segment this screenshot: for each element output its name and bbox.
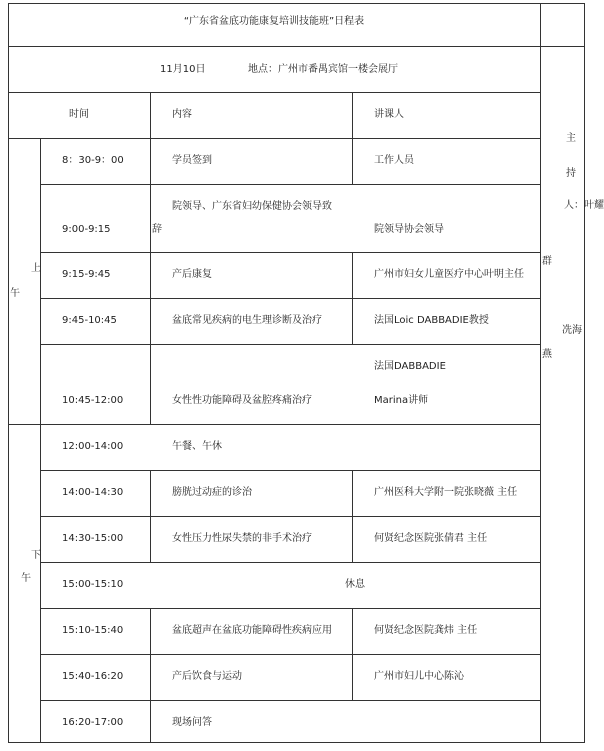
row-speaker: 工作人员 (374, 155, 414, 166)
rule (352, 470, 353, 562)
rule (40, 516, 540, 517)
rule (40, 654, 540, 655)
row-time: 12:00-14:00 (62, 441, 124, 452)
host-label: 主 (566, 133, 576, 144)
row-time: 16:20-17:00 (62, 717, 124, 728)
rule (40, 184, 540, 185)
rule (8, 742, 584, 743)
rule (150, 470, 151, 562)
row-speaker: 院领导协会领导 (374, 224, 444, 235)
row-content: 学员签到 (172, 155, 212, 166)
rule (40, 138, 41, 742)
header-time: 时间 (69, 109, 89, 120)
row-speaker: 何贤纪念医院张倩君 主任 (374, 533, 488, 544)
row-time: 8：30-9：00 (62, 155, 124, 166)
row-speaker: 法国DABBADIE (374, 361, 446, 372)
row-time: 9:45-10:45 (62, 315, 117, 326)
row-content: 盆底常见疾病的电生理诊断及治疗 (172, 315, 322, 326)
rule (584, 3, 585, 743)
row-content: 女性性功能障碍及盆腔疼痛治疗 (172, 395, 312, 406)
header-speaker: 讲课人 (374, 109, 404, 120)
date-label: 11月10日 (160, 64, 206, 75)
row-content: 现场问答 (172, 717, 212, 728)
row-time: 10:45-12:00 (62, 395, 124, 406)
row-speaker: 广州市妇儿中心陈沁 (374, 671, 464, 682)
row-time: 15:40-16:20 (62, 671, 124, 682)
rule (40, 562, 540, 563)
rule (40, 470, 540, 471)
rule (150, 92, 151, 424)
host-label: 人：叶耀 (564, 200, 604, 211)
rule (352, 252, 353, 344)
row-time: 15:00-15:10 (62, 579, 124, 590)
location-label: 地点：广州市番禺宾馆一楼会展厅 (248, 64, 398, 75)
rule (40, 608, 540, 609)
morning-label: 上 (31, 263, 41, 274)
rule (8, 3, 584, 4)
afternoon-label: 下 (31, 550, 41, 561)
rule (40, 252, 540, 253)
rule (150, 608, 151, 742)
row-content: 膀胱过动症的诊治 (172, 487, 252, 498)
row-time: 9:00-9:15 (62, 224, 111, 235)
rule (8, 46, 584, 47)
rule (352, 608, 353, 700)
row-speaker: 法国Loic DABBADIE教授 (374, 315, 489, 326)
row-speaker: Marina讲师 (374, 395, 429, 406)
header-content: 内容 (172, 109, 192, 120)
rule (40, 344, 540, 345)
row-content: 辞 (152, 224, 162, 235)
row-content: 盆底超声在盆底功能障碍性疾病应用 (172, 625, 332, 636)
row-speaker: 广州市妇女儿童医疗中心叶明主任 (374, 269, 524, 280)
row-content: 女性压力性尿失禁的非手术治疗 (172, 533, 312, 544)
row-content: 休息 (345, 579, 365, 590)
afternoon-label: 午 (21, 573, 31, 584)
row-speaker: 广州医科大学附一院张晓薇 主任 (374, 487, 518, 498)
rule (8, 424, 540, 425)
rule (8, 138, 540, 139)
row-content: 午餐、午休 (172, 441, 222, 452)
rule (352, 92, 353, 184)
host-label: 群 (542, 256, 552, 267)
row-time: 15:10-15:40 (62, 625, 124, 636)
rule (8, 92, 540, 93)
host-label: 持 (566, 168, 576, 179)
host-label: 冼海 (562, 325, 582, 336)
rule (40, 298, 540, 299)
row-time: 14:00-14:30 (62, 487, 124, 498)
row-content: 产后康复 (172, 269, 212, 280)
row-speaker: 何贤纪念医院龚炜 主任 (374, 625, 478, 636)
morning-label: 午 (10, 288, 20, 299)
row-content: 院领导、广东省妇幼保健协会领导致 (172, 201, 332, 212)
rule (540, 3, 541, 743)
row-time: 14:30-15:00 (62, 533, 124, 544)
row-time: 9:15-9:45 (62, 269, 111, 280)
row-content: 产后饮食与运动 (172, 671, 242, 682)
host-label: 燕 (542, 349, 552, 360)
rule (40, 700, 540, 701)
schedule-title: “广东省盆底功能康复培训技能班”日程表 (183, 16, 365, 27)
